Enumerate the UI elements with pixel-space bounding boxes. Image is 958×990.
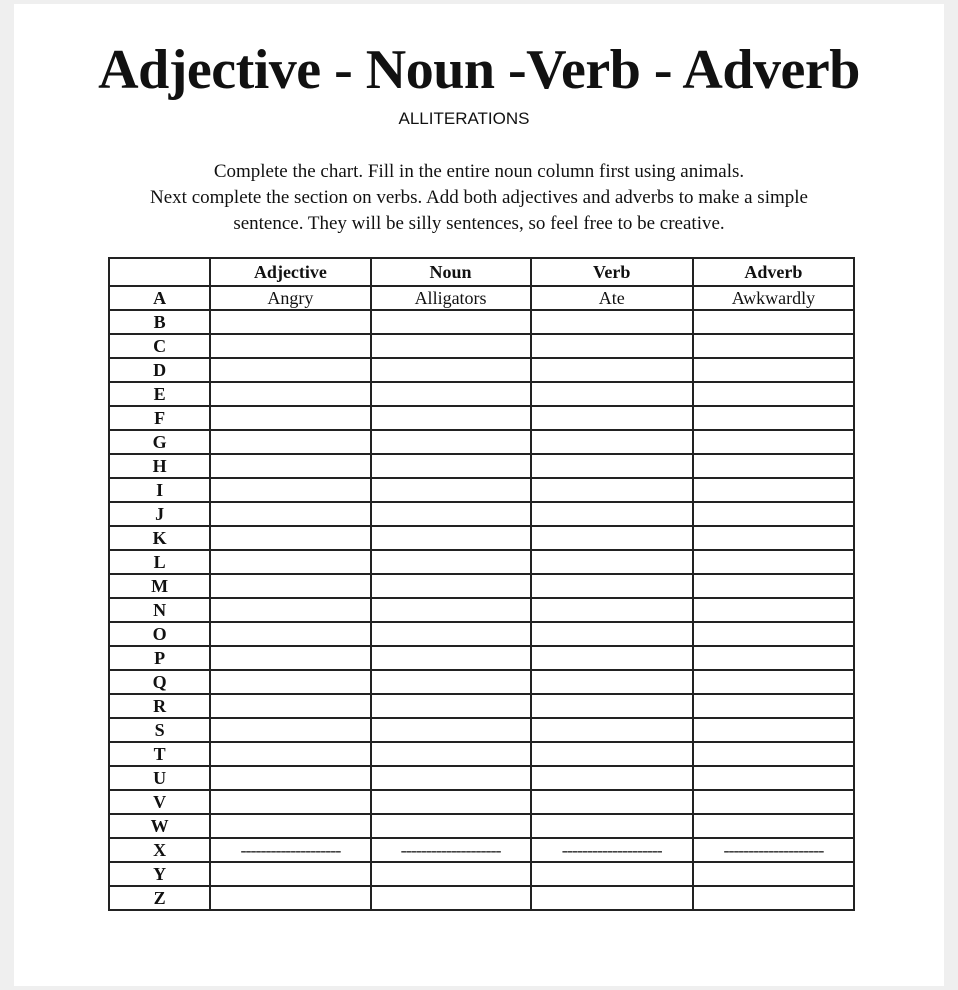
verb-cell[interactable] xyxy=(531,790,693,814)
verb-cell[interactable] xyxy=(531,430,693,454)
adverb-cell[interactable] xyxy=(693,334,854,358)
noun-cell[interactable] xyxy=(371,598,531,622)
verb-cell[interactable] xyxy=(531,334,693,358)
noun-cell[interactable] xyxy=(371,718,531,742)
verb-cell[interactable] xyxy=(531,814,693,838)
verb-cell[interactable] xyxy=(531,478,693,502)
adjective-cell[interactable] xyxy=(210,886,370,910)
adjective-cell[interactable] xyxy=(210,814,370,838)
table-row xyxy=(109,478,854,502)
table-row xyxy=(109,694,854,718)
noun-cell[interactable] xyxy=(371,790,531,814)
adjective-cell[interactable] xyxy=(210,646,370,670)
row-letter: Z xyxy=(109,886,210,910)
adjective-cell[interactable] xyxy=(210,454,370,478)
adverb-cell[interactable] xyxy=(693,790,854,814)
verb-cell[interactable] xyxy=(531,646,693,670)
noun-cell[interactable] xyxy=(371,814,531,838)
table-row xyxy=(109,646,854,670)
noun-cell[interactable]: -------------------- xyxy=(371,838,531,862)
header-verb: Verb xyxy=(531,258,693,286)
noun-cell[interactable]: Alligators xyxy=(371,286,531,310)
verb-cell[interactable] xyxy=(531,622,693,646)
noun-cell[interactable] xyxy=(371,454,531,478)
noun-cell[interactable] xyxy=(371,406,531,430)
adverb-cell[interactable] xyxy=(693,382,854,406)
table-row xyxy=(109,574,854,598)
row-letter: S xyxy=(109,718,210,742)
adverb-cell[interactable] xyxy=(693,886,854,910)
adverb-cell[interactable] xyxy=(693,310,854,334)
row-letter: P xyxy=(109,646,210,670)
verb-cell[interactable] xyxy=(531,454,693,478)
verb-cell[interactable] xyxy=(531,406,693,430)
adjective-cell[interactable]: -------------------- xyxy=(210,838,370,862)
row-letter: H xyxy=(109,454,210,478)
noun-cell[interactable] xyxy=(371,694,531,718)
adverb-cell[interactable] xyxy=(693,550,854,574)
page-title: Adjective - Noun -Verb - Adverb xyxy=(98,39,860,101)
noun-cell[interactable] xyxy=(371,526,531,550)
adjective-cell[interactable] xyxy=(210,694,370,718)
verb-cell[interactable] xyxy=(531,310,693,334)
adverb-cell[interactable] xyxy=(693,454,854,478)
noun-cell[interactable] xyxy=(371,742,531,766)
table-row xyxy=(109,550,854,574)
table-row xyxy=(109,358,854,382)
row-letter: Q xyxy=(109,670,210,694)
adjective-cell[interactable] xyxy=(210,358,370,382)
verb-cell[interactable] xyxy=(531,598,693,622)
header-letter xyxy=(109,258,210,286)
table-row xyxy=(109,382,854,406)
adjective-cell[interactable] xyxy=(210,406,370,430)
table-row xyxy=(109,622,854,646)
row-letter: C xyxy=(109,334,210,358)
adverb-cell[interactable] xyxy=(693,622,854,646)
table-row xyxy=(109,886,854,910)
header-row xyxy=(109,258,854,286)
adverb-cell[interactable] xyxy=(693,430,854,454)
verb-cell[interactable] xyxy=(531,742,693,766)
table-row xyxy=(109,790,854,814)
instruction-line: Next complete the section on verbs. Add both adjectives and adverbs to make a simple xyxy=(150,187,808,208)
adverb-cell[interactable] xyxy=(693,742,854,766)
adjective-cell[interactable] xyxy=(210,862,370,886)
adverb-cell[interactable]: -------------------- xyxy=(693,838,854,862)
adjective-cell[interactable] xyxy=(210,526,370,550)
adjective-cell[interactable] xyxy=(210,334,370,358)
adjective-cell[interactable] xyxy=(210,310,370,334)
noun-cell[interactable] xyxy=(371,766,531,790)
adjective-cell[interactable] xyxy=(210,430,370,454)
noun-cell[interactable] xyxy=(371,430,531,454)
row-letter: W xyxy=(109,814,210,838)
verb-cell[interactable] xyxy=(531,886,693,910)
row-letter: X xyxy=(109,838,210,862)
table-row xyxy=(109,430,854,454)
row-letter: R xyxy=(109,694,210,718)
adverb-cell[interactable] xyxy=(693,598,854,622)
adjective-cell[interactable] xyxy=(210,670,370,694)
adjective-cell[interactable]: Angry xyxy=(210,286,370,310)
noun-cell[interactable] xyxy=(371,862,531,886)
table-row xyxy=(109,286,854,310)
adverb-cell[interactable] xyxy=(693,406,854,430)
header-adverb: Adverb xyxy=(693,258,854,286)
row-letter: U xyxy=(109,766,210,790)
row-letter: N xyxy=(109,598,210,622)
row-letter: M xyxy=(109,574,210,598)
adverb-cell[interactable] xyxy=(693,694,854,718)
row-letter: O xyxy=(109,622,210,646)
adverb-cell[interactable] xyxy=(693,574,854,598)
adjective-cell[interactable] xyxy=(210,382,370,406)
adjective-cell[interactable] xyxy=(210,790,370,814)
adjective-cell[interactable] xyxy=(210,766,370,790)
table-row xyxy=(109,334,854,358)
row-letter: L xyxy=(109,550,210,574)
row-letter: F xyxy=(109,406,210,430)
noun-cell[interactable] xyxy=(371,622,531,646)
adjective-cell[interactable] xyxy=(210,550,370,574)
instruction-line: Complete the chart. Fill in the entire noun column first using animals. xyxy=(213,161,745,182)
table-row xyxy=(109,742,854,766)
row-letter: V xyxy=(109,790,210,814)
row-letter: K xyxy=(109,526,210,550)
verb-cell[interactable] xyxy=(531,670,693,694)
table-row xyxy=(109,670,854,694)
table-row xyxy=(109,310,854,334)
noun-cell[interactable] xyxy=(371,334,531,358)
table-row xyxy=(109,862,854,886)
adverb-cell[interactable] xyxy=(693,646,854,670)
instruction-line: sentence. They will be silly sentences, so feel free to be creative. xyxy=(233,213,725,234)
table-row xyxy=(109,766,854,790)
adverb-cell[interactable] xyxy=(693,502,854,526)
noun-cell[interactable] xyxy=(371,886,531,910)
adverb-cell[interactable] xyxy=(693,814,854,838)
noun-cell[interactable] xyxy=(371,646,531,670)
adjective-cell[interactable] xyxy=(210,478,370,502)
row-letter: D xyxy=(109,358,210,382)
alliteration-chart xyxy=(108,257,855,911)
noun-cell[interactable] xyxy=(371,502,531,526)
verb-cell[interactable] xyxy=(531,862,693,886)
table-row xyxy=(109,598,854,622)
adverb-cell[interactable] xyxy=(693,478,854,502)
adverb-cell[interactable] xyxy=(693,358,854,382)
verb-cell[interactable]: -------------------- xyxy=(531,838,693,862)
row-letter: J xyxy=(109,502,210,526)
adverb-cell[interactable]: Awkwardly xyxy=(693,286,854,310)
row-letter: B xyxy=(109,310,210,334)
row-letter: Y xyxy=(109,862,210,886)
page-subtitle: ALLITERATIONS xyxy=(398,109,530,128)
verb-cell[interactable] xyxy=(531,574,693,598)
adverb-cell[interactable] xyxy=(693,670,854,694)
verb-cell[interactable] xyxy=(531,694,693,718)
adjective-cell[interactable] xyxy=(210,622,370,646)
noun-cell[interactable] xyxy=(371,670,531,694)
header-noun: Noun xyxy=(371,258,531,286)
row-letter: T xyxy=(109,742,210,766)
noun-cell[interactable] xyxy=(371,358,531,382)
adverb-cell[interactable] xyxy=(693,766,854,790)
verb-cell[interactable] xyxy=(531,358,693,382)
verb-cell[interactable] xyxy=(531,766,693,790)
header-adjective: Adjective xyxy=(210,258,370,286)
row-letter: A xyxy=(109,286,210,310)
table-row xyxy=(109,502,854,526)
adjective-cell[interactable] xyxy=(210,742,370,766)
adjective-cell[interactable] xyxy=(210,598,370,622)
verb-cell[interactable]: Ate xyxy=(531,286,693,310)
verb-cell[interactable] xyxy=(531,502,693,526)
adverb-cell[interactable] xyxy=(693,718,854,742)
table-row xyxy=(109,406,854,430)
noun-cell[interactable] xyxy=(371,574,531,598)
noun-cell[interactable] xyxy=(371,550,531,574)
table-row xyxy=(109,838,854,862)
verb-cell[interactable] xyxy=(531,718,693,742)
noun-cell[interactable] xyxy=(371,382,531,406)
row-letter: I xyxy=(109,478,210,502)
verb-cell[interactable] xyxy=(531,526,693,550)
noun-cell[interactable] xyxy=(371,478,531,502)
table-row xyxy=(109,718,854,742)
instructions xyxy=(0,159,958,237)
row-letter: E xyxy=(109,382,210,406)
verb-cell[interactable] xyxy=(531,550,693,574)
table-row xyxy=(109,526,854,550)
noun-cell[interactable] xyxy=(371,310,531,334)
adjective-cell[interactable] xyxy=(210,574,370,598)
verb-cell[interactable] xyxy=(531,382,693,406)
table-row xyxy=(109,814,854,838)
table-row xyxy=(109,454,854,478)
adjective-cell[interactable] xyxy=(210,502,370,526)
row-letter: G xyxy=(109,430,210,454)
adverb-cell[interactable] xyxy=(693,862,854,886)
adverb-cell[interactable] xyxy=(693,526,854,550)
adjective-cell[interactable] xyxy=(210,718,370,742)
